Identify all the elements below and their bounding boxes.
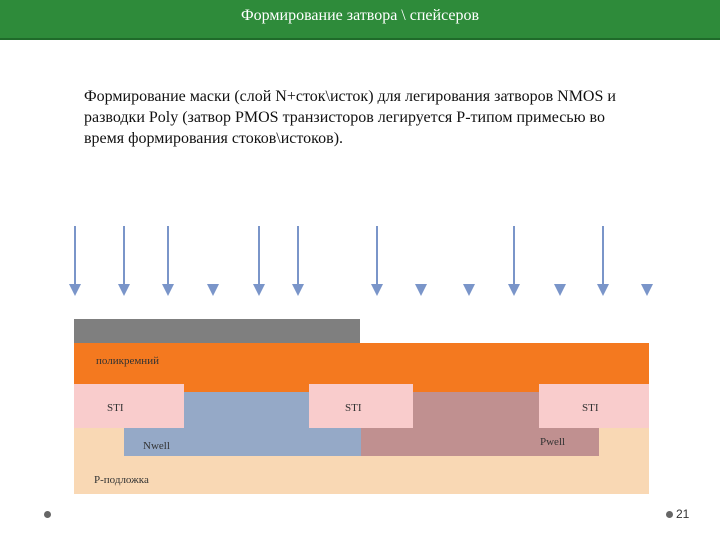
footer-dot-left bbox=[44, 511, 51, 518]
substrate-label: P-подложка bbox=[94, 474, 149, 486]
implant-arrow bbox=[508, 226, 520, 296]
implant-arrow bbox=[292, 226, 304, 296]
nwell-label: Nwell bbox=[143, 440, 170, 452]
implant-arrow bbox=[69, 226, 81, 296]
slide-title: Формирование затвора \ спейсеров bbox=[240, 7, 480, 24]
sti-mid-label: STI bbox=[345, 402, 362, 414]
implant-arrow bbox=[597, 226, 609, 296]
implant-arrow-head bbox=[554, 284, 566, 296]
page-number: 21 bbox=[676, 507, 690, 521]
title-bar bbox=[0, 0, 720, 40]
implant-arrow bbox=[371, 226, 383, 296]
implant-arrow-head bbox=[207, 284, 219, 296]
implant-arrow bbox=[162, 226, 174, 296]
polysilicon-step bbox=[184, 384, 309, 392]
implant-arrow-head bbox=[641, 284, 653, 296]
polysilicon-step bbox=[413, 384, 539, 392]
sti-left-label: STI bbox=[107, 402, 124, 414]
sti-right-label: STI bbox=[582, 402, 599, 414]
poly-label: поликремний bbox=[96, 355, 159, 367]
implant-arrow-head bbox=[415, 284, 427, 296]
footer-dot-right bbox=[666, 511, 673, 518]
sti-left bbox=[74, 384, 184, 428]
pwell-label: Pwell bbox=[540, 436, 566, 448]
body-text: Формирование маски (слой N+сток\исток) для легирования затворов NMOS и разводки Poly (затвор PMOS транзисторов легируется P-типом примесью во время формирования стоков\истоков). bbox=[84, 88, 616, 147]
polysilicon-layer bbox=[74, 343, 649, 384]
implant-arrow bbox=[118, 226, 130, 296]
mask-layer bbox=[74, 319, 360, 343]
implant-arrow bbox=[253, 226, 265, 296]
implant-arrow-head bbox=[463, 284, 475, 296]
